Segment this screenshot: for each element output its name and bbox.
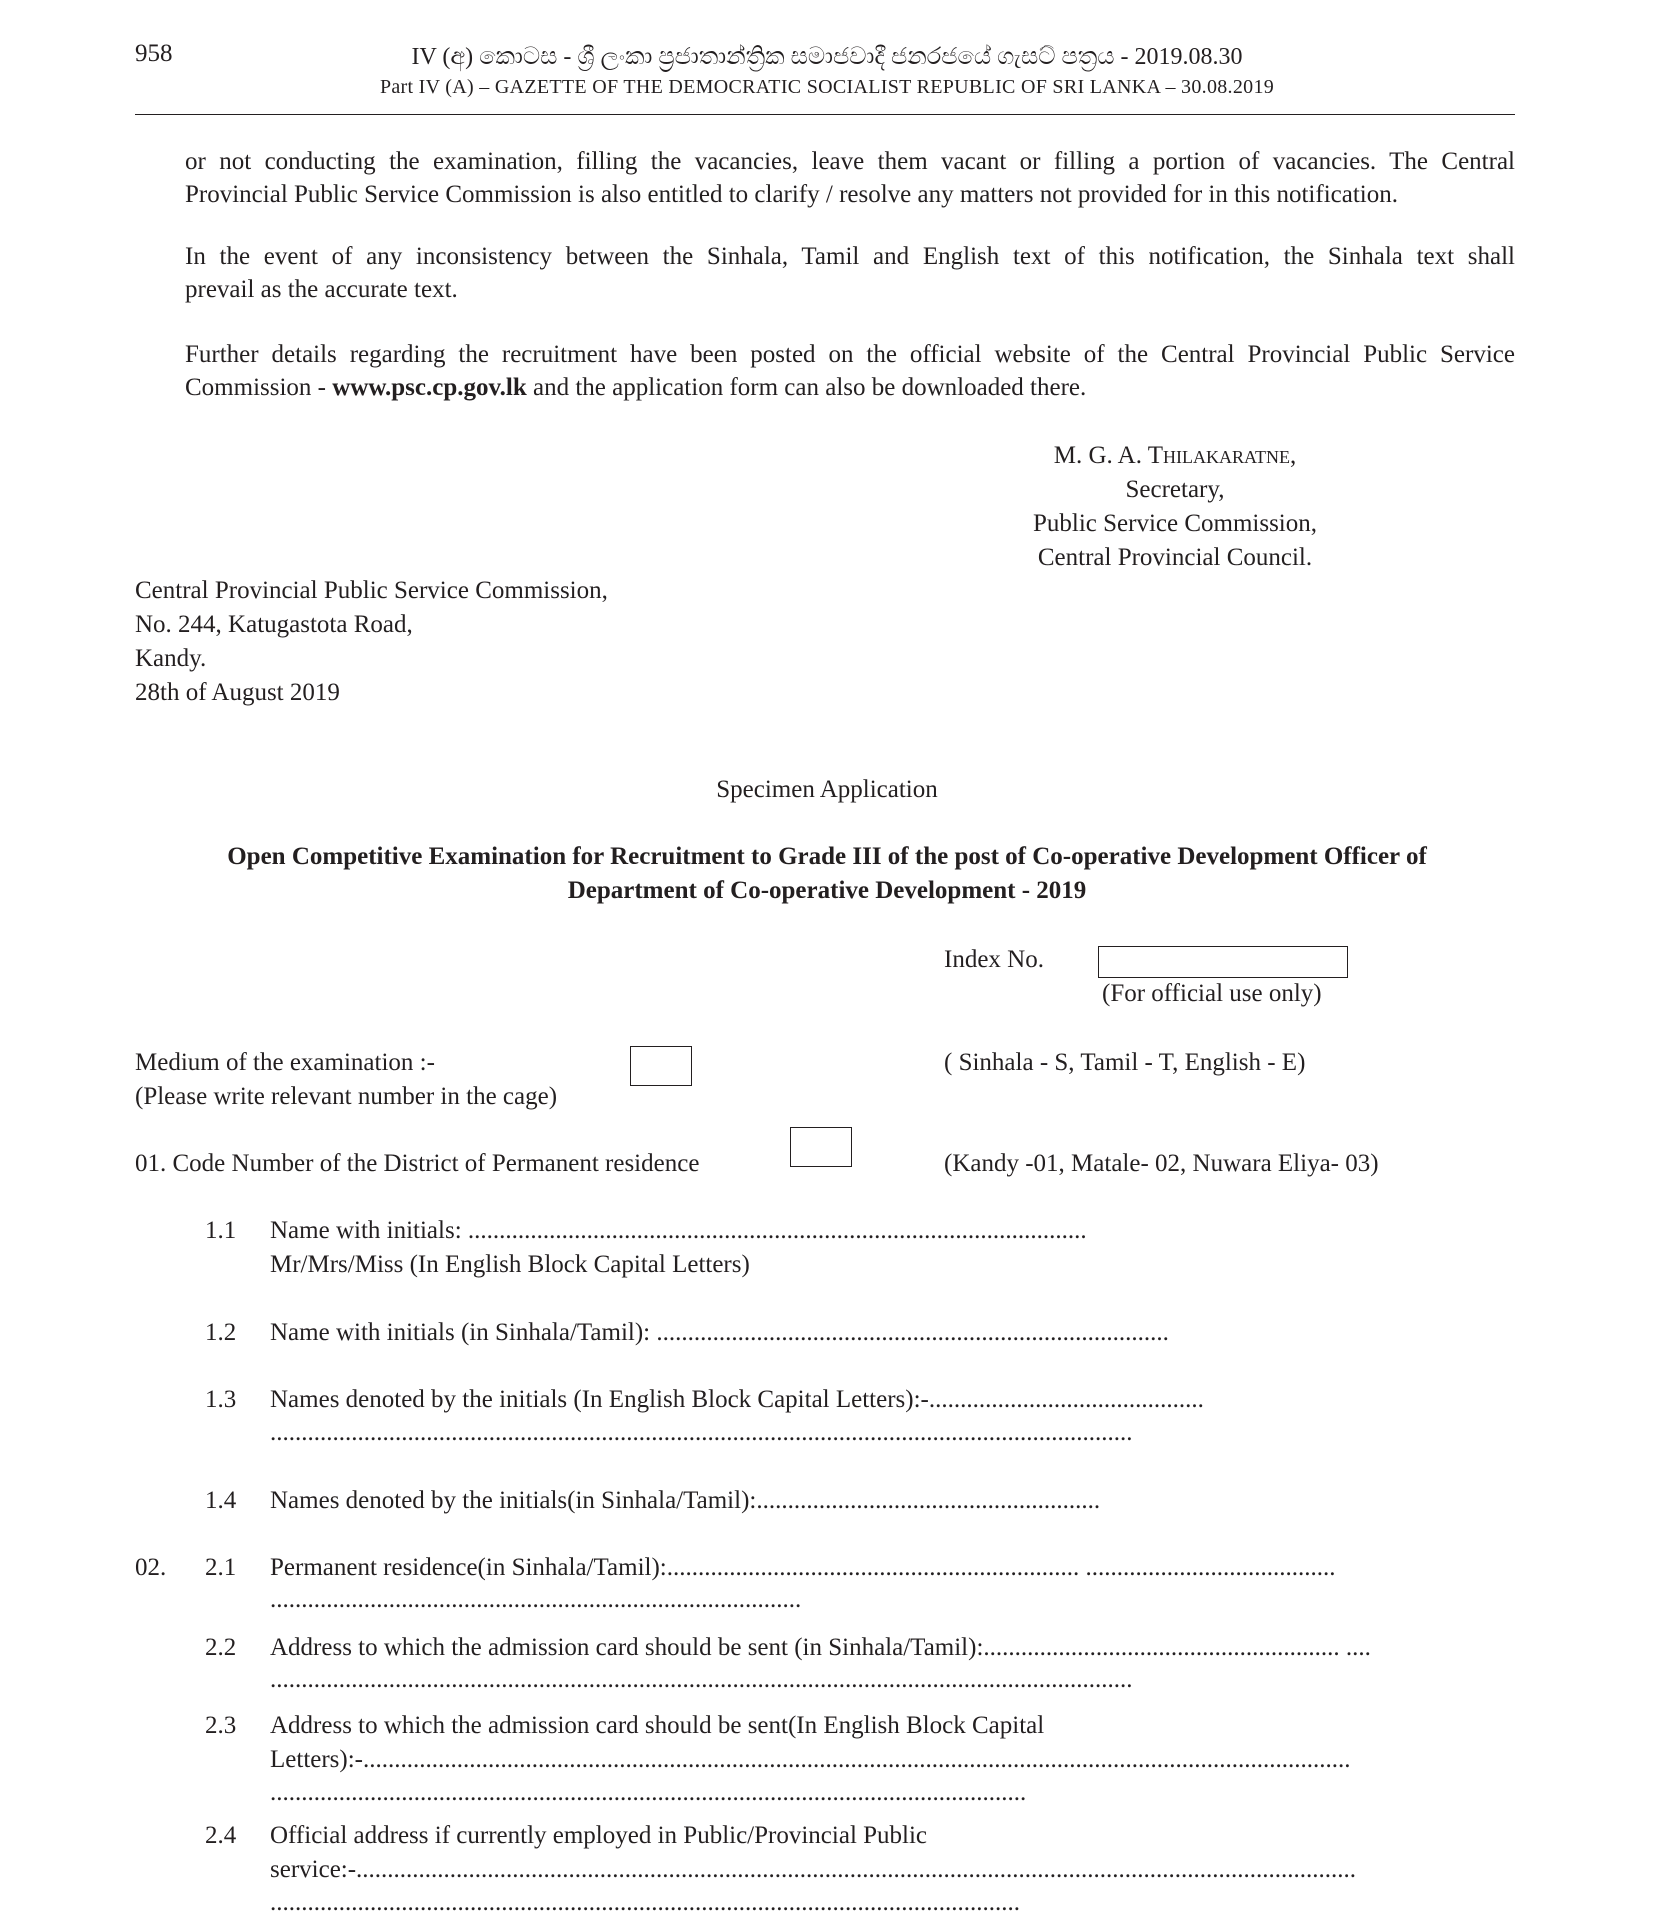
form-title-line1: Open Competitive Examination for Recruitment to Grade III of the post of Co-operative Development Officer of	[227, 843, 1427, 870]
signatory-title: Secretary,	[1125, 476, 1225, 503]
names-denoted-english-field-cont[interactable]: ..........................................................................................................................................	[270, 1419, 1133, 1446]
paragraph-text: Commission -	[185, 374, 333, 401]
paragraph-line	[185, 371, 1515, 404]
item-number: 1.2	[205, 1319, 237, 1346]
paragraph-conditions	[185, 145, 1515, 211]
names-denoted-english-field[interactable]: Names denoted by the initials (In English Block Capital Letters):-............................................	[270, 1386, 1204, 1413]
field-label: Official address if currently employed in Public/Provincial Public	[270, 1822, 928, 1849]
address-line: Kandy.	[135, 645, 207, 672]
admission-address-english-field[interactable]: Letters):-..............................................................................................................................................................	[270, 1746, 1351, 1773]
index-note: (For official use only)	[1102, 980, 1322, 1007]
paragraph-line: In the event of any inconsistency between the Sinhala, Tamil and English text of this notification, the Sinhala text shall	[185, 243, 1515, 270]
paragraph-line: Further details regarding the recruitment have been posted on the official website of the Central Provincial Public Service	[185, 341, 1515, 368]
paragraph-website	[185, 338, 1515, 404]
signatory-name: M. G. A. Thilakaratne,	[1053, 442, 1297, 469]
district-label: 01. Code Number of the District of Permanent residence	[135, 1150, 700, 1177]
page-number: 958	[135, 40, 173, 67]
item-number: 2.1	[205, 1554, 237, 1581]
specimen-label: Specimen Application	[716, 776, 938, 803]
index-label: Index No.	[944, 946, 1044, 973]
header-divider	[135, 114, 1515, 115]
official-address-field-cont[interactable]: ........................................................................................................................	[270, 1889, 1020, 1916]
district-code-box[interactable]	[790, 1127, 852, 1167]
names-denoted-sinhala-field[interactable]: Names denoted by the initials(in Sinhala/Tamil):.......................................................	[270, 1487, 1101, 1514]
admission-address-english-field-cont[interactable]: .........................................................................................................................	[270, 1779, 1027, 1806]
signature-block	[940, 439, 1410, 575]
item-number: 2.3	[205, 1712, 237, 1739]
official-address-field[interactable]: service:-................................................................................................................................................................	[270, 1856, 1357, 1883]
field-label: Address to which the admission card should be sent(In English Block Capital	[270, 1712, 1045, 1739]
medium-label: Medium of the examination :-	[135, 1049, 435, 1076]
index-number-box[interactable]	[1098, 946, 1348, 978]
medium-codes: ( Sinhala - S, Tamil - T, English - E)	[944, 1049, 1306, 1076]
form-title-line2: Department of Co-operative Development - 2019	[567, 877, 1087, 904]
gazette-header-english: Part IV (A) – GAZETTE OF THE DEMOCRATIC SOCIALIST REPUBLIC OF SRI LANKA – 30.08.2019	[379, 76, 1275, 98]
paragraph-line: or not conducting the examination, filling the vacancies, leave them vacant or filling a portion of vacancies. The Central	[185, 148, 1515, 175]
admission-address-sinhala-field-cont[interactable]: ..........................................................................................................................................	[270, 1666, 1133, 1693]
section-number: 02.	[135, 1554, 167, 1581]
address-line: No. 244, Katugastota Road,	[135, 611, 413, 638]
medium-box[interactable]	[630, 1046, 692, 1086]
permanent-residence-field[interactable]: Permanent residence(in Sinhala/Tamil):.................................................................. ........................................	[270, 1554, 1336, 1581]
paragraph-text: and the application form can also be downloaded there.	[526, 374, 1087, 401]
medium-note: (Please write relevant number in the cage)	[135, 1083, 558, 1110]
field-note: Mr/Mrs/Miss (In English Block Capital Letters)	[270, 1251, 750, 1278]
website-link[interactable]: www.psc.cp.gov.lk	[332, 374, 527, 401]
admission-address-sinhala-field[interactable]: Address to which the admission card should be sent (in Sinhala/Tamil):......................................................... ....	[270, 1634, 1371, 1661]
permanent-residence-field-cont[interactable]: .....................................................................................	[270, 1586, 802, 1613]
name-initials-sinhala-field[interactable]: Name with initials (in Sinhala/Tamil): ..................................................................................	[270, 1319, 1169, 1346]
address-date: 28th of August 2019	[135, 679, 340, 706]
address-line: Central Provincial Public Service Commission,	[135, 577, 608, 604]
paragraph-language-precedence	[185, 240, 1515, 306]
district-codes: (Kandy -01, Matale- 02, Nuwara Eliya- 03)	[944, 1150, 1379, 1177]
paragraph-line: prevail as the accurate text.	[185, 276, 458, 303]
item-number: 2.4	[205, 1822, 237, 1849]
name-initials-field[interactable]: Name with initials: ...................................................................................................	[270, 1217, 1087, 1244]
sender-address	[135, 574, 608, 710]
item-number: 1.3	[205, 1386, 237, 1413]
item-number: 1.4	[205, 1487, 237, 1514]
signatory-org: Public Service Commission,	[1032, 510, 1318, 537]
item-number: 1.1	[205, 1217, 237, 1244]
signatory-council: Central Provincial Council.	[1037, 544, 1313, 571]
paragraph-line: Provincial Public Service Commission is also entitled to clarify / resolve any matters not provided for in this notification.	[185, 181, 1398, 208]
gazette-header-sinhala: IV (අ) කොටස - ශ්‍රී ලංකා ප්‍රජාතාන්ත්‍රික සමාජවාදී ජනරජයේ ගැසට් පත්‍රය - 2019.08.30	[411, 44, 1243, 70]
item-number: 2.2	[205, 1634, 237, 1661]
